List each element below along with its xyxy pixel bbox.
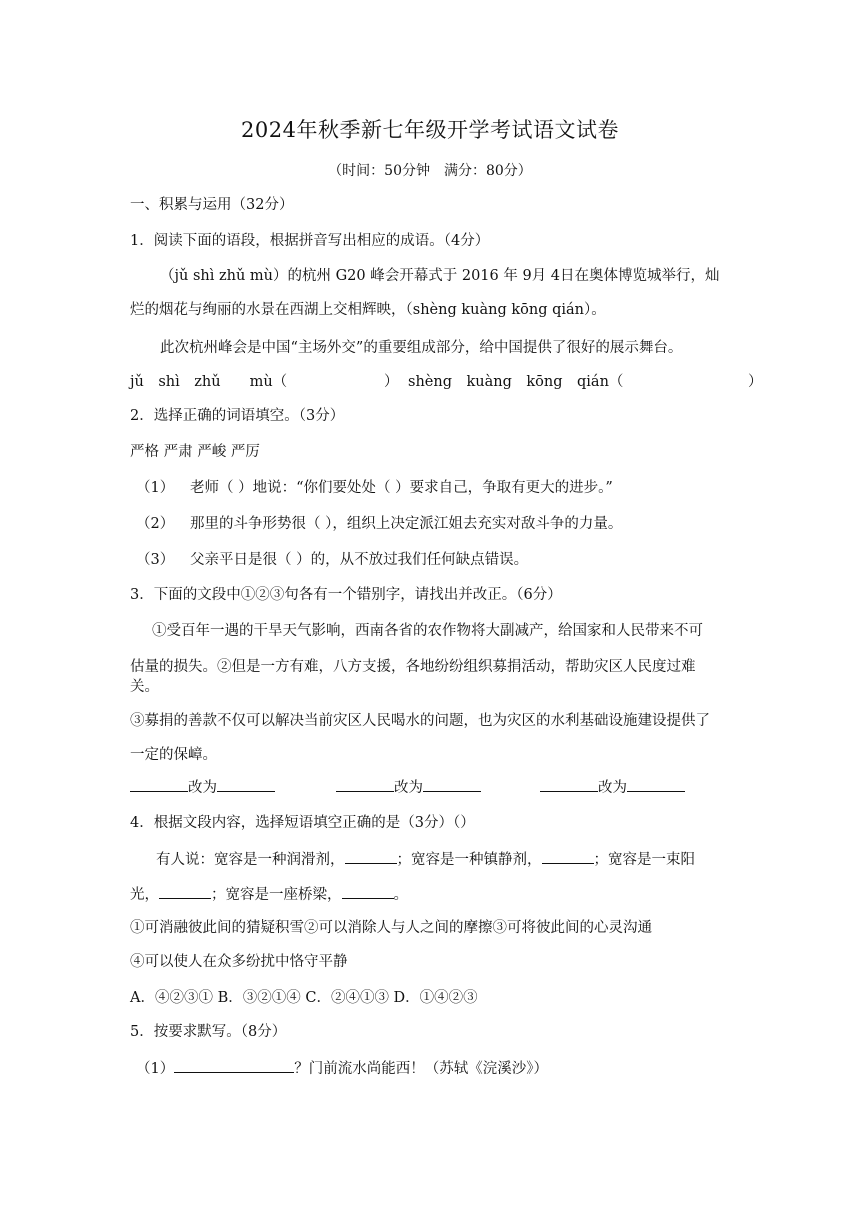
answer-blank[interactable] bbox=[542, 849, 594, 864]
answer-blank[interactable] bbox=[130, 777, 188, 792]
answer-blank[interactable] bbox=[345, 849, 397, 864]
change-to-label: 改为 bbox=[394, 780, 423, 796]
page-title: 2024年秋季新七年级开学考试语文试卷 bbox=[241, 118, 619, 142]
q2-item-text: 老师（ ）地说：“你们要处处（ ）要求自己，争取有更大的进步。” bbox=[190, 480, 613, 496]
answer-blank[interactable] bbox=[159, 884, 211, 899]
q1-stem: 1．阅读下面的语段，根据拼音写出相应的成语。（4分） bbox=[130, 233, 490, 249]
q4-text: ；宽容是一种镇静剂， bbox=[396, 852, 542, 868]
answer-blank[interactable] bbox=[174, 1058, 294, 1073]
q4-stem: 4．根据文段内容，选择短语填空正确的是（3分）（） bbox=[130, 815, 475, 831]
q4-paragraph-line bbox=[130, 884, 408, 905]
q2-item-text: 父亲平日是很（ ）的，从不放过我们任何缺点错误。 bbox=[190, 552, 529, 568]
q3-paragraph-line: 关。 bbox=[130, 679, 159, 695]
change-to-label: 改为 bbox=[188, 780, 217, 796]
q5-item-number: （1） bbox=[136, 1061, 175, 1077]
q3-paragraph-line: ①受百年一遇的干旱天气影响，西南各省的农作物将大副减产，给国家和人民带来不可 bbox=[152, 623, 703, 639]
q2-stem: 2．选择正确的词语填空。（3分） bbox=[130, 408, 345, 424]
q3-correction-row-2 bbox=[336, 777, 481, 798]
q5-item bbox=[136, 1058, 548, 1079]
q4-choices: A．④②③① B．③②①④ C．②④①③ D．①④②③ bbox=[130, 990, 478, 1006]
q3-paragraph-line: 一定的保嶂。 bbox=[130, 747, 217, 763]
change-to-label: 改为 bbox=[598, 780, 627, 796]
q2-word-bank: 严格 严肃 严峻 严厉 bbox=[130, 444, 260, 460]
q4-text: 。 bbox=[393, 887, 408, 903]
q1-answer-a-label: jǔ shì zhǔ mù（ bbox=[130, 374, 288, 390]
answer-blank[interactable] bbox=[217, 777, 275, 792]
q3-correction-row-3 bbox=[540, 777, 685, 798]
section-heading: 一、积累与运用（32分） bbox=[130, 197, 294, 213]
q3-correction-row-1 bbox=[130, 777, 275, 798]
q3-stem: 3．下面的文段中①②③句各有一个错别字，请找出并改正。（6分） bbox=[130, 587, 562, 603]
exam-time-score: （时间：50分钟 满分：80分） bbox=[328, 163, 532, 179]
q1-paragraph-line: 此次杭州峰会是中国“主场外交”的重要组成部分，给中国提供了很好的展示舞台。 bbox=[160, 340, 683, 356]
q4-text: ；宽容是一束阳 bbox=[593, 852, 695, 868]
q1-answer-b-label: shèng kuàng kōng qián（ bbox=[408, 374, 624, 390]
q2-item-number: （2） bbox=[136, 516, 175, 532]
q3-paragraph-line: ③募捐的善款不仅可以解决当前灾区人民喝水的问题，也为灾区的水利基础设施建设提供了 bbox=[130, 713, 710, 729]
q5-stem: 5．按要求默写。（8分） bbox=[130, 1024, 287, 1040]
q1-answer-b-close: ） bbox=[748, 374, 763, 390]
q5-item-text: ？门前流水尚能西！（苏轼《浣溪沙》） bbox=[294, 1061, 548, 1077]
answer-blank[interactable] bbox=[342, 884, 394, 899]
q3-paragraph-line: 估量的损失。②但是一方有难，八方支援，各地纷纷组织募捐活动，帮助灾区人民度过难 bbox=[130, 659, 696, 675]
q4-option-line: ①可消融彼此间的猜疑积雪②可以消除人与人之间的摩擦③可将彼此间的心灵沟通 bbox=[130, 920, 652, 936]
q1-paragraph-line: 烂的烟花与绚丽的水景在西湖上交相辉映，（shèng kuàng kōng qián）。 bbox=[130, 302, 606, 318]
q4-text: 光， bbox=[130, 887, 159, 903]
q1-paragraph-line: （jǔ shì zhǔ mù）的杭州 G20 峰会开幕式于 2016 年 9月 4日在奥体博览城举行，灿 bbox=[160, 268, 720, 284]
answer-blank[interactable] bbox=[627, 777, 685, 792]
q2-item-text: 那里的斗争形势很（ ），组织上决定派江姐去充实对敌斗争的力量。 bbox=[190, 516, 623, 532]
q1-answer-a-close: ） bbox=[384, 374, 399, 390]
q2-item-number: （1） bbox=[136, 480, 175, 496]
q4-option-line: ④可以使人在众多纷扰中恪守平静 bbox=[130, 954, 348, 970]
q4-text: ；宽容是一座桥梁， bbox=[211, 887, 342, 903]
answer-blank[interactable] bbox=[336, 777, 394, 792]
q4-text: 有人说：宽容是一种润滑剂， bbox=[156, 852, 345, 868]
answer-blank[interactable] bbox=[423, 777, 481, 792]
answer-blank[interactable] bbox=[540, 777, 598, 792]
q4-paragraph-line bbox=[156, 849, 695, 870]
q2-item-number: （3） bbox=[136, 552, 175, 568]
